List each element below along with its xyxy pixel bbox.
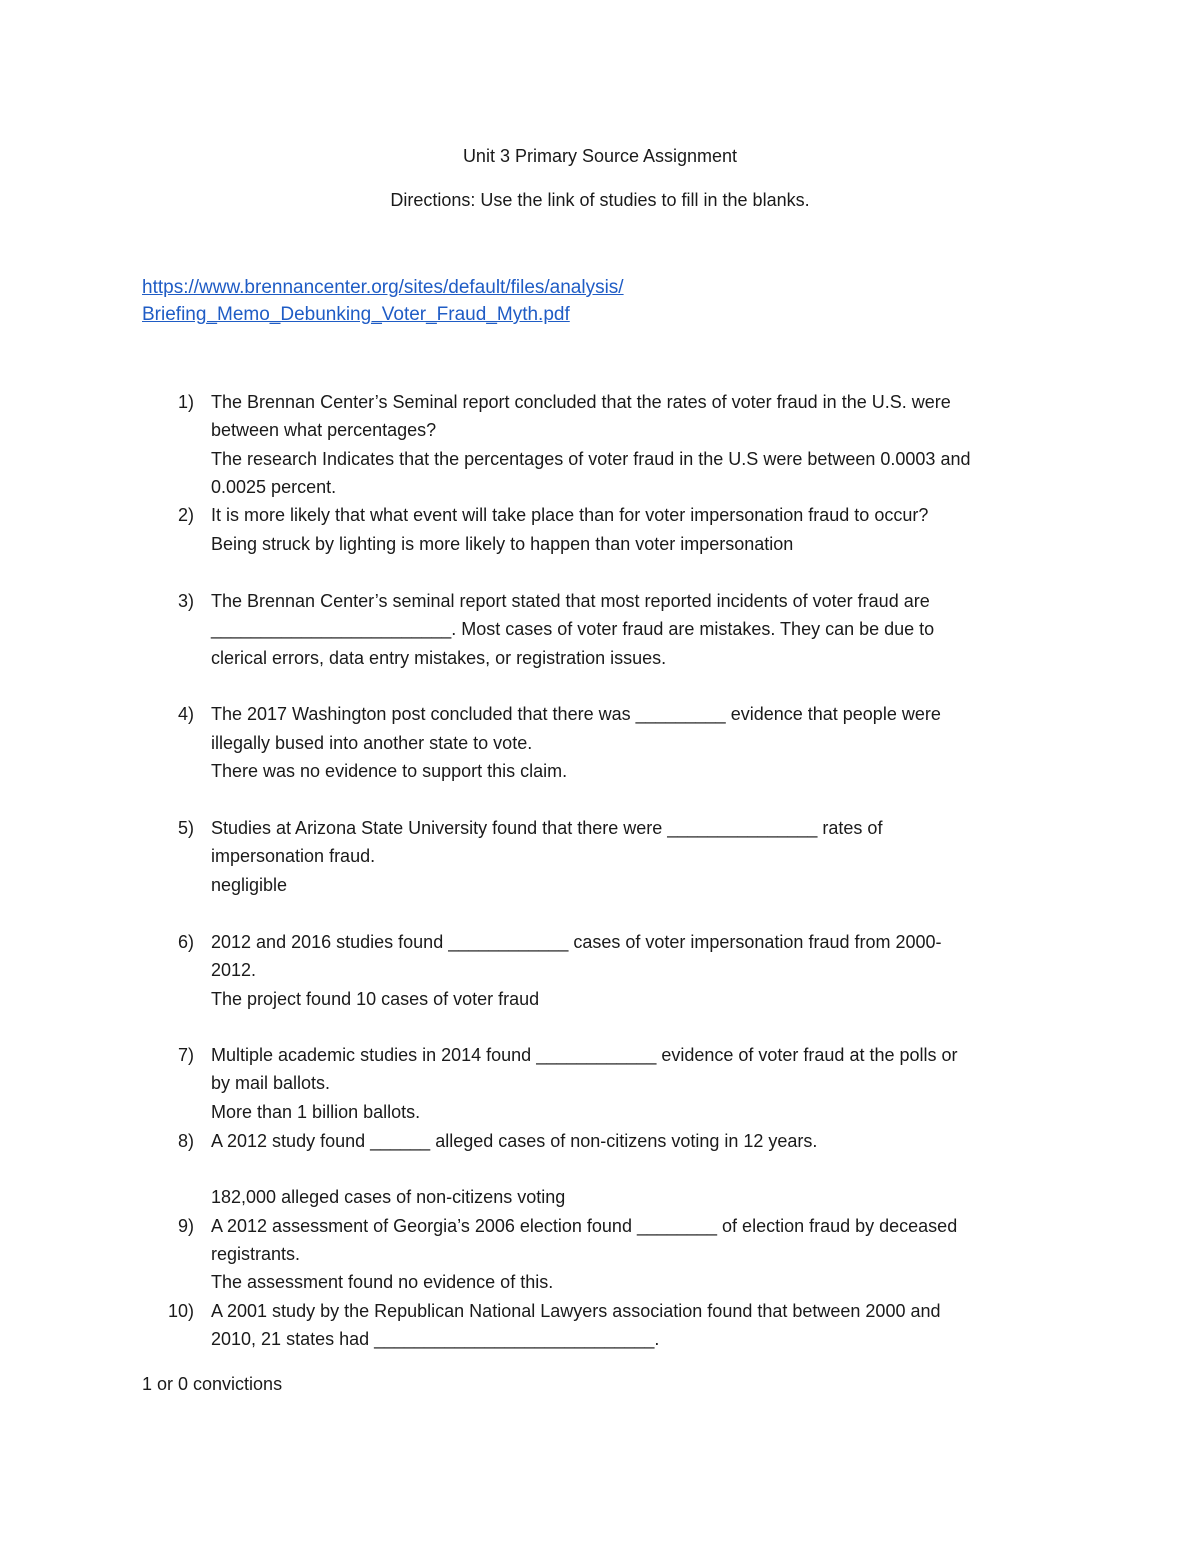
question-line: Multiple academic studies in 2014 found ____________ evidence of voter fraud at the polls or [211, 1045, 958, 1065]
item-number: 10) [167, 1301, 194, 1321]
answer-line: negligible [211, 875, 288, 895]
item-number: 3) [177, 591, 194, 611]
question-line: It is more likely that what event will take place than for voter impersonation fraud to occur? [211, 505, 929, 525]
item-number: 5) [177, 818, 194, 838]
answer-line: Being struck by lighting is more likely to happen than voter impersonation [211, 534, 794, 554]
item-number: 9) [177, 1216, 194, 1236]
source-link-line-1[interactable]: https://www.brennancenter.org/sites/default/files/analysis/ [142, 277, 624, 298]
question-line: illegally bused into another state to vote. [211, 733, 533, 753]
item-number: 1) [177, 392, 194, 412]
question-line: A 2012 study found ______ alleged cases of non-citizens voting in 12 years. [211, 1131, 818, 1151]
answer-line: 182,000 alleged cases of non-citizens voting [211, 1187, 566, 1207]
answer-line: 0.0025 percent. [211, 477, 337, 497]
answer-line: 1 or 0 convictions [142, 1374, 283, 1394]
page-title: Unit 3 Primary Source Assignment [462, 146, 738, 166]
question-line: A 2012 assessment of Georgia’s 2006 election found ________ of election fraud by deceased [211, 1216, 958, 1236]
answer-line: More than 1 billion ballots. [211, 1102, 421, 1122]
question-line: The Brennan Center’s seminal report stated that most reported incidents of voter fraud are [211, 591, 930, 611]
item-number: 6) [177, 932, 194, 952]
question-line: registrants. [211, 1244, 301, 1264]
item-number: 2) [177, 505, 194, 525]
answer-line: There was no evidence to support this claim. [211, 761, 568, 781]
question-line: ________________________. Most cases of voter fraud are mistakes. They can be due to [211, 619, 935, 639]
question-line: clerical errors, data entry mistakes, or registration issues. [211, 648, 667, 668]
item-number: 8) [177, 1131, 194, 1151]
answer-line: The research Indicates that the percentages of voter fraud in the U.S were between 0.0003 and [211, 449, 971, 469]
question-line: between what percentages? [211, 420, 437, 440]
item-number: 4) [177, 704, 194, 724]
question-line: 2012. [211, 960, 257, 980]
directions: Directions: Use the link of studies to fill in the blanks. [390, 190, 810, 210]
question-line: Studies at Arizona State University found that there were _______________ rates of [211, 818, 883, 838]
item-number: 7) [177, 1045, 194, 1065]
question-line: impersonation fraud. [211, 846, 376, 866]
source-link-line-2[interactable]: Briefing_Memo_Debunking_Voter_Fraud_Myth.pdf [142, 304, 570, 325]
answer-line: The assessment found no evidence of this. [211, 1272, 554, 1292]
question-line: 2012 and 2016 studies found ____________ cases of voter impersonation fraud from 2000- [211, 932, 942, 952]
question-line: by mail ballots. [211, 1073, 331, 1093]
question-line: A 2001 study by the Republican National Lawyers association found that between 2000 and [211, 1301, 941, 1321]
question-line: The 2017 Washington post concluded that there was _________ evidence that people were [211, 704, 941, 724]
question-line: 2010, 21 states had ____________________________. [211, 1329, 660, 1349]
question-line: The Brennan Center’s Seminal report concluded that the rates of voter fraud in the U.S. were [211, 392, 951, 412]
answer-line: The project found 10 cases of voter fraud [211, 989, 540, 1009]
